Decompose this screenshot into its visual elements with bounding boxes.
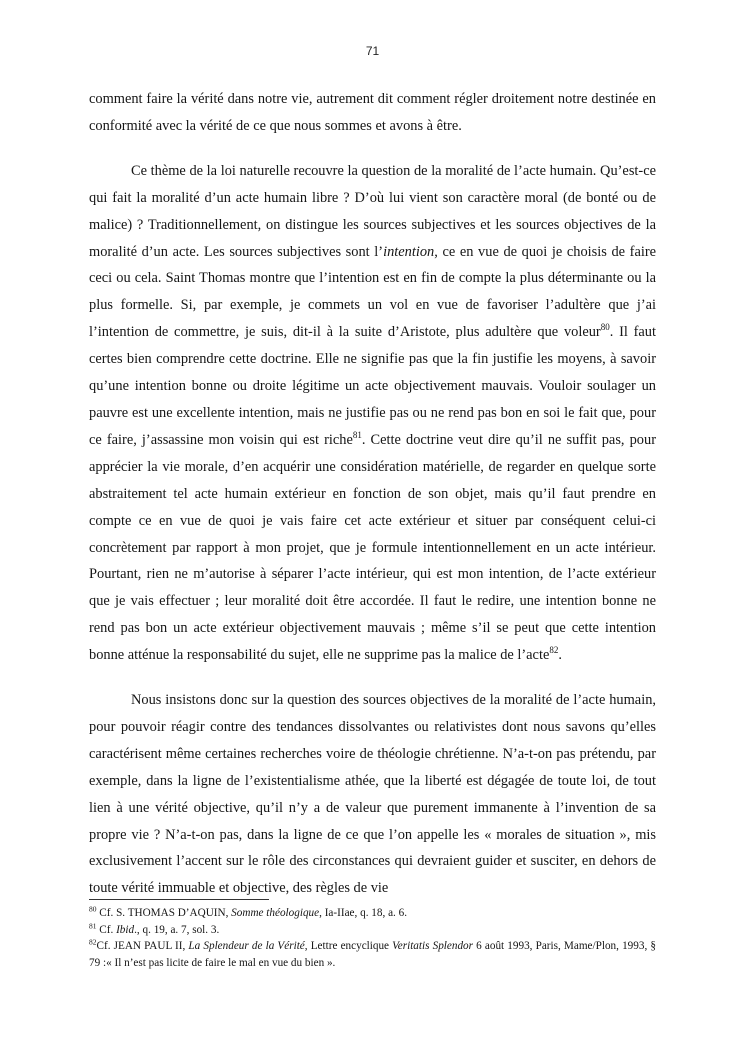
paragraph-continued	[89, 86, 656, 140]
paragraph-text: .	[558, 647, 562, 664]
footnote-number: 81	[89, 920, 97, 930]
footnote-title: La Splendeur de la Vérité	[188, 940, 305, 952]
body-text	[89, 86, 656, 902]
footnote-title: Somme théologique	[231, 907, 320, 919]
paragraph-text: . Il faut certes bien comprendre cette doctrine. Elle ne signifie pas que la fin justifie les moyens, à savoir qu’une intention bonne ou droite légitime un acte objectivement mauvais. Vouloir soulager un pauvre est une excellente intention, mais ne justifie pas ou ne rend pas bon en soi le fait que, pour ce faire, j’assassine mon voisin qui est riche	[89, 324, 656, 448]
footnote-text: ., q. 19, a. 7, sol. 3.	[134, 923, 220, 936]
paragraph-text: . Cette doctrine veut dire qu’il ne suffit pas, pour apprécier la vie morale, d’en acquérir une considération matérielle, de regarder en quelque sorte abstraitement tel acte humain extérieur en fonction de son objet, mais qu’il faut prendre en compte ce en vue de quoi je vais faire cet acte extérieur et situer par conséquent celui-ci concrètement par rapport à mon projet, que je formule intentionnellement en un acte intérieur. Pourtant, rien ne m’autorise à séparer l’acte intérieur, qui est mon intention, de l’acte extérieur que je vais effectuer ; leur moralité doit être accordée. Il faut le redire, une intention bonne ne rend pas bon un acte extérieur objectivement mauvais ; même s’il se peut que cette intention bonne atténue la responsabilité du sujet, elle ne supprime pas la malice de l’acte	[89, 431, 656, 664]
footnote-number: 80	[89, 904, 97, 914]
footnote-ref-82[interactable]: 82	[549, 645, 559, 656]
footnote-title: Ibid	[116, 923, 135, 936]
footnote-text: Cf.	[96, 923, 117, 936]
footnote-separator	[89, 899, 269, 900]
footnote-ref-80[interactable]: 80	[600, 322, 610, 333]
footnote-text: Cf. JEAN PAUL II,	[96, 940, 189, 952]
footnote-text: , Ia-IIae, q. 18, a. 6.	[319, 907, 408, 919]
footnote-number: 82	[89, 937, 97, 947]
footnote-text: 6 août 1993, Paris, Mame/Plon, 1993, § 79 :« Il n’est pas licite de faire le mal en vue du bien ».	[89, 940, 656, 969]
paragraph-text: , ce en vue de quoi je choisis de faire ceci ou cela. Saint Thomas montre que l’intention est en fin de compte la plus déterminante ou la plus formelle. Si, par exemple, je commets un vol en vue de favoriser l’adultère que j’ai l’intention de commettre, je suis, dit-il à la suite d’Aristote, plus adultère que voleur	[89, 243, 657, 341]
paragraph-text: Nous insistons donc sur la question des sources objectives de la moralité de l’acte humain, pour pouvoir réagir contre des tendances dissolvantes ou relativistes dont nous savons qu’elles caractérisent même certaines recherches voire de théologie chrétienne. N’a-t-on pas prétendu, par exemple, dans la ligne de l’existentialisme athée, que la liberté est dégagée de toute loi, de tout lien à une vérité objective, qu’il n’y a de valeur que purement immanente à l’invention de sa propre vie ? N’a-t-on pas, dans la ligne de ce que l’on appelle les « morales de situation », mis exclusivement l’accent sur le rôle des circonstances qui devraient guider et susciter, en dehors de toute vérité immuable et objective, des règles de vie	[89, 692, 656, 897]
paragraph-natural-law	[89, 158, 656, 669]
footnote-ref-81[interactable]: 81	[352, 430, 362, 441]
footnote-82	[89, 938, 656, 971]
footnote-80	[89, 905, 656, 922]
paragraph-objective-sources	[89, 687, 656, 902]
emphasis-intention: intention	[383, 243, 435, 260]
footnote-text: Cf. S. THOMAS D’AQUIN,	[96, 907, 232, 919]
page-number: 71	[365, 44, 380, 58]
footnote-81	[89, 922, 656, 939]
footnotes	[89, 905, 656, 971]
paragraph-text: comment faire la vérité dans notre vie, autrement dit comment régler droitement notre destinée en conformité avec la vérité de ce que nous sommes et avons à être.	[89, 91, 656, 134]
footnote-text: , Lettre encyclique	[304, 940, 393, 952]
paragraph-text: Ce thème de la loi naturelle recouvre la question de la moralité de l’acte humain. Qu’est-ce qui fait la moralité d’un acte humain libre ? D’où lui vient son caractère moral (de bonté ou de malice) ? Traditionnellement, on distingue les sources subjectives et les sources objectives de la moralité d’un acte. Les sources subjectives sont l’	[89, 162, 656, 260]
footnote-title: Veritatis Splendor	[392, 940, 474, 952]
